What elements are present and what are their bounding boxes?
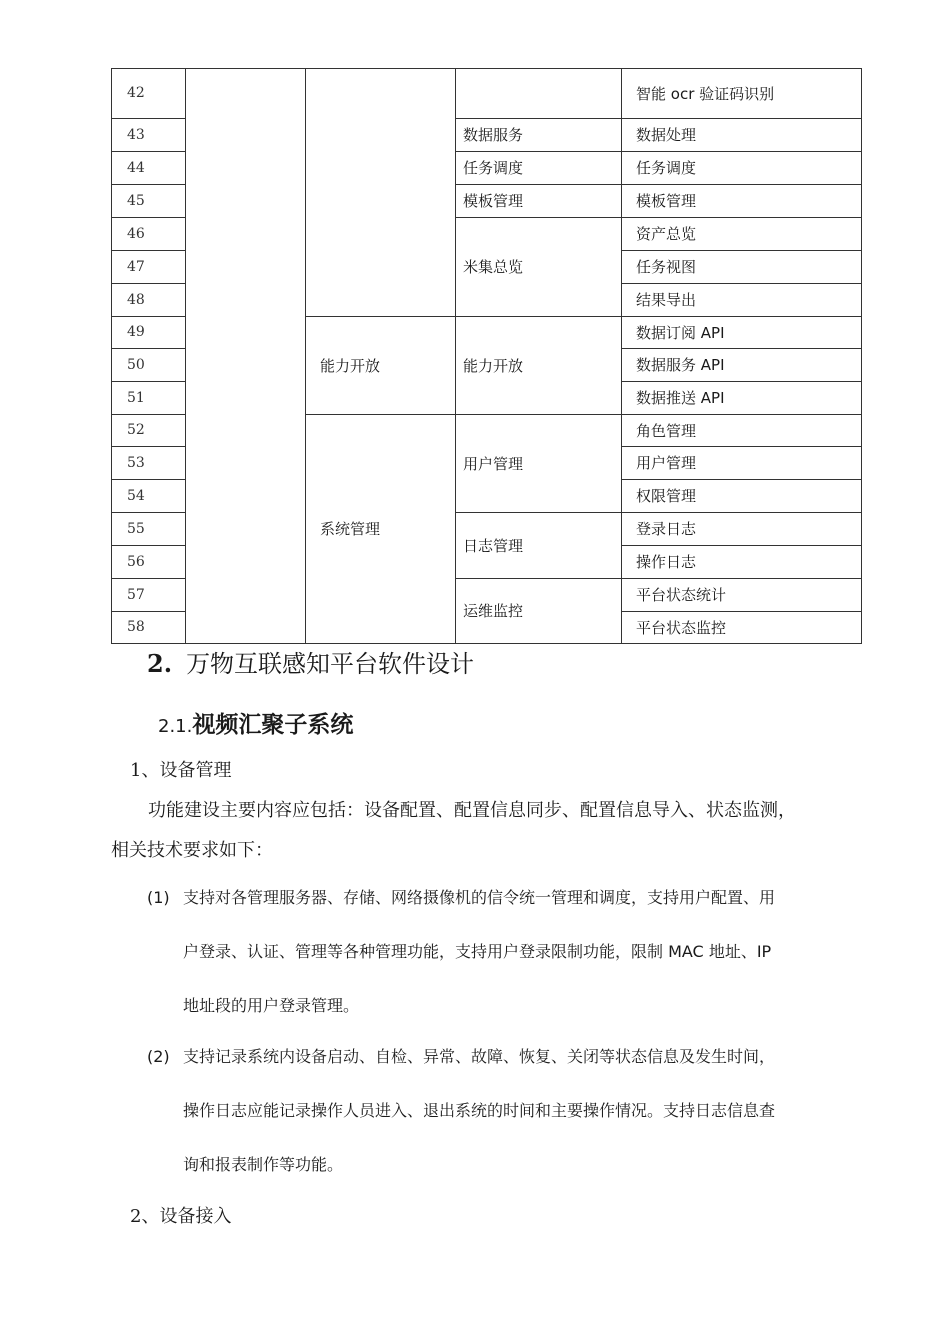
level3-cell [456,69,622,119]
subsection-heading [158,706,353,739]
table-row [112,69,862,119]
level4-cell: 操作日志 [622,546,862,579]
row-number: 45 [112,185,186,218]
level3-cell: 米集总览 [456,218,622,317]
level4-cell: 角色管理 [622,415,862,447]
item1-intro-line1: 功能建设主要内容应包括：设备配置、配置信息同步、配置信息导入、状态监测， [148,800,796,821]
level4-cell: 数据处理 [622,119,862,152]
row-number: 46 [112,218,186,251]
level4-cell: 权限管理 [622,480,862,513]
point-line: 支持对各管理服务器、存储、网络摄像机的信令统一管理和调度，支持用户配置、用 [183,888,776,907]
level4-cell: 登录日志 [622,513,862,546]
level3-cell: 用户管理 [456,415,622,513]
requirement-point [147,1030,867,1192]
level4-cell: 任务调度 [622,152,862,185]
level3-cell: 能力开放 [456,317,622,415]
level4-cell: 模板管理 [622,185,862,218]
item2-heading: 2、设备接入 [130,1206,232,1227]
level4-cell: 平台状态统计 [622,579,862,612]
level4-cell: 数据服务 API [622,349,862,382]
row-number: 52 [112,415,186,447]
item1-heading: 1、设备管理 [130,760,232,781]
subsection-number: 2.1. [158,716,193,737]
level3-cell: 数据服务 [456,119,622,152]
level3-cell: 模板管理 [456,185,622,218]
level4-cell: 数据推送 API [622,382,862,415]
row-number: 48 [112,284,186,317]
level4-cell: 数据订阅 API [622,317,862,349]
level4-cell: 平台状态监控 [622,612,862,644]
level4-cell: 任务视图 [622,251,862,284]
row-number: 50 [112,349,186,382]
row-number: 42 [112,69,186,119]
level4-cell: 智能 ocr 验证码识别 [622,69,862,119]
row-number: 43 [112,119,186,152]
row-number: 56 [112,546,186,579]
level1-cell [186,69,306,644]
row-number: 58 [112,612,186,644]
level3-cell: 运维监控 [456,579,622,644]
point-line: 询和报表制作等功能。 [183,1155,344,1174]
row-number: 55 [112,513,186,546]
level2-cell [306,69,456,317]
point-line: 户登录、认证、管理等各种管理功能，支持用户登录限制功能，限制 MAC 地址、IP [183,942,772,961]
function-table [111,68,862,644]
level2-cell: 系统管理 [306,415,456,644]
point-line: 地址段的用户登录管理。 [183,996,360,1015]
level3-cell: 日志管理 [456,513,622,579]
row-number: 49 [112,317,186,349]
level4-cell: 结果导出 [622,284,862,317]
section-title: 万物互联感知平台软件设计 [186,650,475,678]
point-line: 支持记录系统内设备启动、自检、异常、故障、恢复、关闭等状态信息及发生时间， [183,1047,776,1066]
item1-intro-line2: 相关技术要求如下： [111,840,273,861]
row-number: 57 [112,579,186,612]
row-number: 44 [112,152,186,185]
point-label: (2) [147,1047,170,1066]
row-number: 51 [112,382,186,415]
row-number: 47 [112,251,186,284]
section-heading [147,644,474,679]
point-label: (1) [147,888,170,907]
level3-cell: 任务调度 [456,152,622,185]
requirement-point [147,871,867,1033]
subsection-title: 视频汇聚子系统 [192,712,354,738]
section-number: 2. [147,649,173,678]
level4-cell: 资产总览 [622,218,862,251]
level4-cell: 用户管理 [622,447,862,480]
level2-cell: 能力开放 [306,317,456,415]
row-number: 54 [112,480,186,513]
point-line: 操作日志应能记录操作人员进入、退出系统的时间和主要操作情况。支持日志信息查 [183,1101,776,1120]
row-number: 53 [112,447,186,480]
